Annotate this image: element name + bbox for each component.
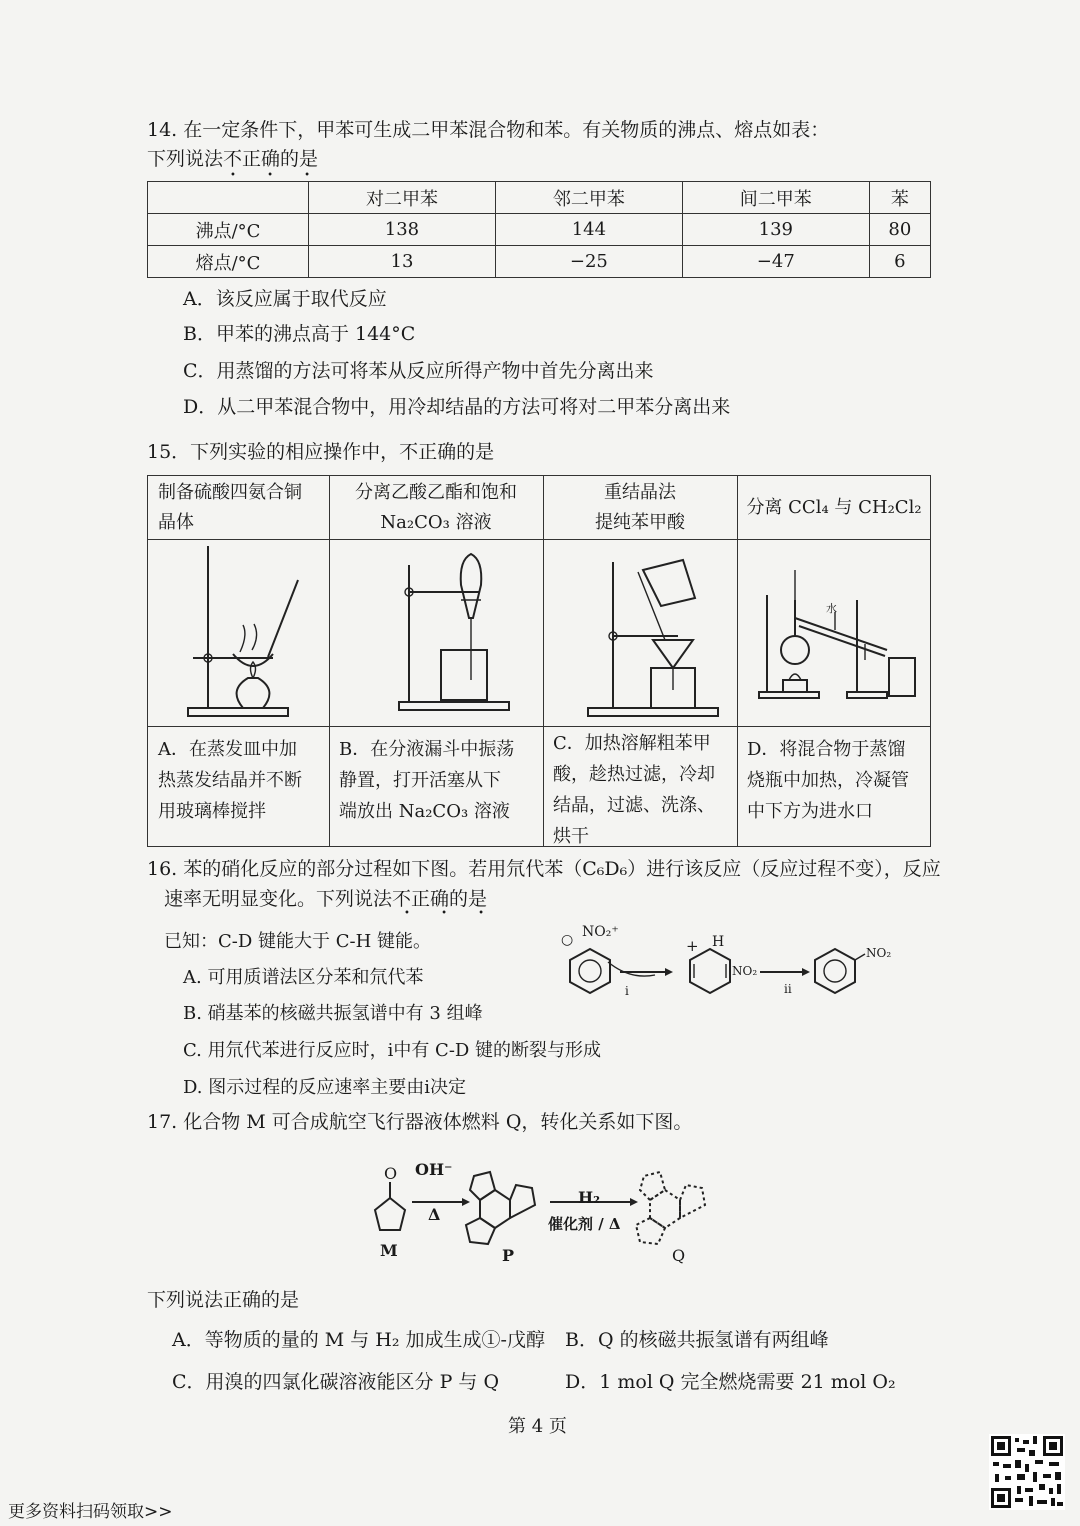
q14-option-a: A．该反应属于取代反应	[183, 288, 387, 310]
sigma-complex-ring	[690, 949, 730, 993]
desc-line: 结晶，过滤、洗涤、	[553, 795, 715, 816]
q16-stem: 16. 苯的硝化反应的部分过程如下图。若用氘代苯（C₆D₆）进行该反应（反应过程不变），反应	[147, 858, 941, 880]
q15-header-d	[737, 493, 931, 523]
curved-arrow	[608, 962, 655, 976]
q15-desc-d	[747, 734, 909, 827]
q15-desc-c	[553, 728, 715, 852]
q14-table	[147, 181, 931, 278]
fused-ring	[510, 1185, 535, 1218]
q15-header-b	[329, 478, 543, 538]
step-i-label: i	[625, 984, 629, 998]
q17-option-a: A．等物质的量的 M 与 H₂ 加成生成①-戊醇	[172, 1329, 545, 1351]
header-line: 晶体	[158, 512, 194, 533]
step-ii-label: ii	[784, 982, 792, 996]
q15-table	[147, 475, 931, 847]
glass-rod	[268, 580, 298, 657]
aromatic-circle	[579, 960, 601, 982]
table-cell: 80	[869, 214, 930, 246]
desc-line: C．加热溶解粗苯甲	[553, 733, 711, 754]
fused-ring	[680, 1185, 705, 1218]
distilling-flask	[781, 636, 809, 664]
compound-q-label: Q	[672, 1246, 686, 1265]
h2-condition-label: H₂	[578, 1188, 601, 1207]
separatory-funnel	[461, 554, 482, 618]
arrowhead	[630, 1198, 638, 1206]
desc-line: 端放出 Na₂CO₃ 溶液	[339, 801, 510, 822]
nitrobenzene-ring	[815, 949, 855, 993]
header-line: 制备硫酸四氨合铜	[158, 482, 302, 503]
table-header: 间二甲苯	[682, 182, 869, 214]
aromatic-circle	[824, 960, 846, 982]
burner	[783, 680, 807, 692]
table-header: 苯	[869, 182, 930, 214]
fused-ring	[470, 1172, 495, 1200]
q16-known: 已知：C-D 键能大于 C-H 键能。	[164, 931, 432, 952]
stand-base	[399, 702, 509, 710]
q16-stem-question: 速率无明显变化。下列说法不正确的是	[164, 888, 488, 910]
stand-base	[188, 708, 288, 716]
alcohol-lamp	[237, 678, 270, 708]
footer-link[interactable]: 更多资料扫码领取>>	[8, 1502, 173, 1522]
desc-line: 酸，趁热过滤，冷却	[553, 764, 715, 785]
bond	[855, 954, 865, 960]
catalyst-condition-label: 催化剂 / Δ	[548, 1215, 621, 1233]
receiving-flask	[889, 658, 915, 696]
header-line: 提纯苯甲酸	[595, 512, 685, 533]
table-cell: −25	[495, 246, 682, 278]
table-cell: 6	[869, 246, 930, 278]
arrowhead	[665, 968, 673, 976]
table-row	[148, 182, 931, 214]
desc-line: 用玻璃棒搅拌	[158, 801, 266, 822]
separatory-funnel-drawing	[329, 540, 543, 726]
table-cell	[148, 182, 309, 214]
desc-line: D．将混合物于蒸馏	[747, 739, 906, 760]
table-row	[148, 246, 931, 278]
table-cell: 144	[495, 214, 682, 246]
table-cell: 熔点/°C	[148, 246, 309, 278]
fused-ring	[636, 1218, 665, 1244]
distillation-apparatus-drawing	[737, 540, 931, 726]
arrowhead	[802, 968, 810, 976]
evaporating-dish	[233, 654, 273, 666]
q14-stem: 14. 在一定条件下，甲苯可生成二甲苯混合物和苯。有关物质的沸点、熔点如表：	[147, 119, 830, 141]
desc-line: A．在蒸发皿中加	[158, 739, 297, 760]
desc-line: 热蒸发结晶并不断	[158, 770, 302, 791]
central-benzene-ring	[480, 1190, 510, 1228]
no2-label: NO₂	[732, 964, 758, 978]
saturated-ring	[650, 1190, 680, 1228]
q16-option-b: B. 硝基苯的核磁共振氢谱中有 3 组峰	[183, 1003, 483, 1024]
compound-p-label: P	[502, 1246, 515, 1265]
page-number: 第 4 页	[508, 1416, 567, 1437]
q15-desc-a	[158, 734, 302, 827]
cyclopentanone-ring	[375, 1198, 405, 1230]
table-cell: −47	[682, 246, 869, 278]
q17-stem: 17. 化合物 M 可合成航空飞行器液体燃料 Q，转化关系如下图。	[147, 1111, 693, 1133]
benzene-ring	[570, 949, 610, 993]
table-header: 邻二甲苯	[495, 182, 682, 214]
table-divider	[148, 726, 930, 727]
condenser-jacket	[799, 626, 885, 656]
compound-m-label: M	[380, 1241, 398, 1260]
table-header: 对二甲苯	[309, 182, 496, 214]
ring-charge-label: ○	[561, 932, 574, 948]
q17-question: 下列说法正确的是	[147, 1289, 300, 1311]
q14-option-c: C．用蒸馏的方法可将苯从反应所得产物中首先分离出来	[183, 360, 654, 382]
q15-stem: 15．下列实验的相应操作中，不正确的是	[147, 441, 495, 463]
table-cell: 13	[309, 246, 496, 278]
qr-code-icon[interactable]	[989, 1434, 1065, 1510]
carbonyl-o-label: O	[384, 1164, 398, 1183]
table-cell: 139	[682, 214, 869, 246]
q16-option-c: C. 用氘代苯进行反应时，i中有 C-D 键的断裂与形成	[183, 1040, 602, 1061]
h-label: H	[712, 934, 725, 950]
beaker	[441, 650, 487, 700]
q15-header-c	[543, 478, 737, 538]
vapor	[240, 624, 257, 652]
q16-option-a: A. 可用质谱法区分苯和氘代苯	[183, 967, 424, 988]
desc-line: 中下方为进水口	[747, 801, 873, 822]
q17-option-b: B．Q 的核磁共振氢谱有两组峰	[565, 1329, 829, 1351]
emphasis-dots: • • •	[404, 908, 499, 919]
header-line: 重结晶法	[604, 482, 676, 503]
nitronium-label: NO₂⁺	[582, 924, 619, 940]
table-row	[148, 214, 931, 246]
q14-stem-question: 下列说法不正确的是	[147, 148, 319, 170]
base-condition-label: OH⁻	[415, 1160, 453, 1179]
header-line: 分离 CCl₄ 与 CH₂Cl₂	[746, 497, 922, 518]
desc-line: 烧瓶中加热，冷凝管	[747, 770, 909, 791]
q15-header-a	[148, 478, 329, 538]
q14-option-b: B．甲苯的沸点高于 144°C	[183, 323, 416, 345]
desc-line: 静置，打开活塞从下	[339, 770, 501, 791]
q14-option-d: D．从二甲苯混合物中，用冷却结晶的方法可将对二甲苯分离出来	[183, 396, 731, 418]
filter-funnel	[653, 640, 693, 668]
flame	[251, 662, 256, 678]
stand-base	[847, 692, 887, 698]
plus-label: +	[686, 937, 699, 955]
desc-line: B．在分液漏斗中振荡	[339, 739, 515, 760]
fused-ring	[466, 1218, 495, 1244]
header-line: Na₂CO₃ 溶液	[380, 512, 492, 533]
arrowhead	[462, 1198, 470, 1206]
q17-option-c: C．用溴的四氯化碳溶液能区分 P 与 Q	[172, 1371, 500, 1393]
pouring-beaker	[643, 560, 695, 606]
table-cell: 138	[309, 214, 496, 246]
evaporation-apparatus-drawing	[148, 540, 329, 726]
emphasis-dots: • • •	[230, 170, 325, 181]
q16-option-d: D. 图示过程的反应速率主要由i决定	[183, 1077, 466, 1098]
q15-desc-b	[339, 734, 514, 827]
fused-ring	[640, 1172, 665, 1200]
desc-line: 烘干	[553, 826, 589, 847]
heat-condition-label: Δ	[428, 1205, 441, 1224]
product-no2-label: NO₂	[866, 946, 892, 960]
hot-filtration-drawing	[543, 540, 737, 726]
q17-option-d: D．1 mol Q 完全燃烧需要 21 mol O₂	[565, 1371, 896, 1393]
table-cell: 沸点/°C	[148, 214, 309, 246]
stand-base	[588, 708, 718, 716]
water-label: 水	[826, 602, 837, 615]
header-line: 分离乙酸乙酯和饱和	[355, 482, 517, 503]
